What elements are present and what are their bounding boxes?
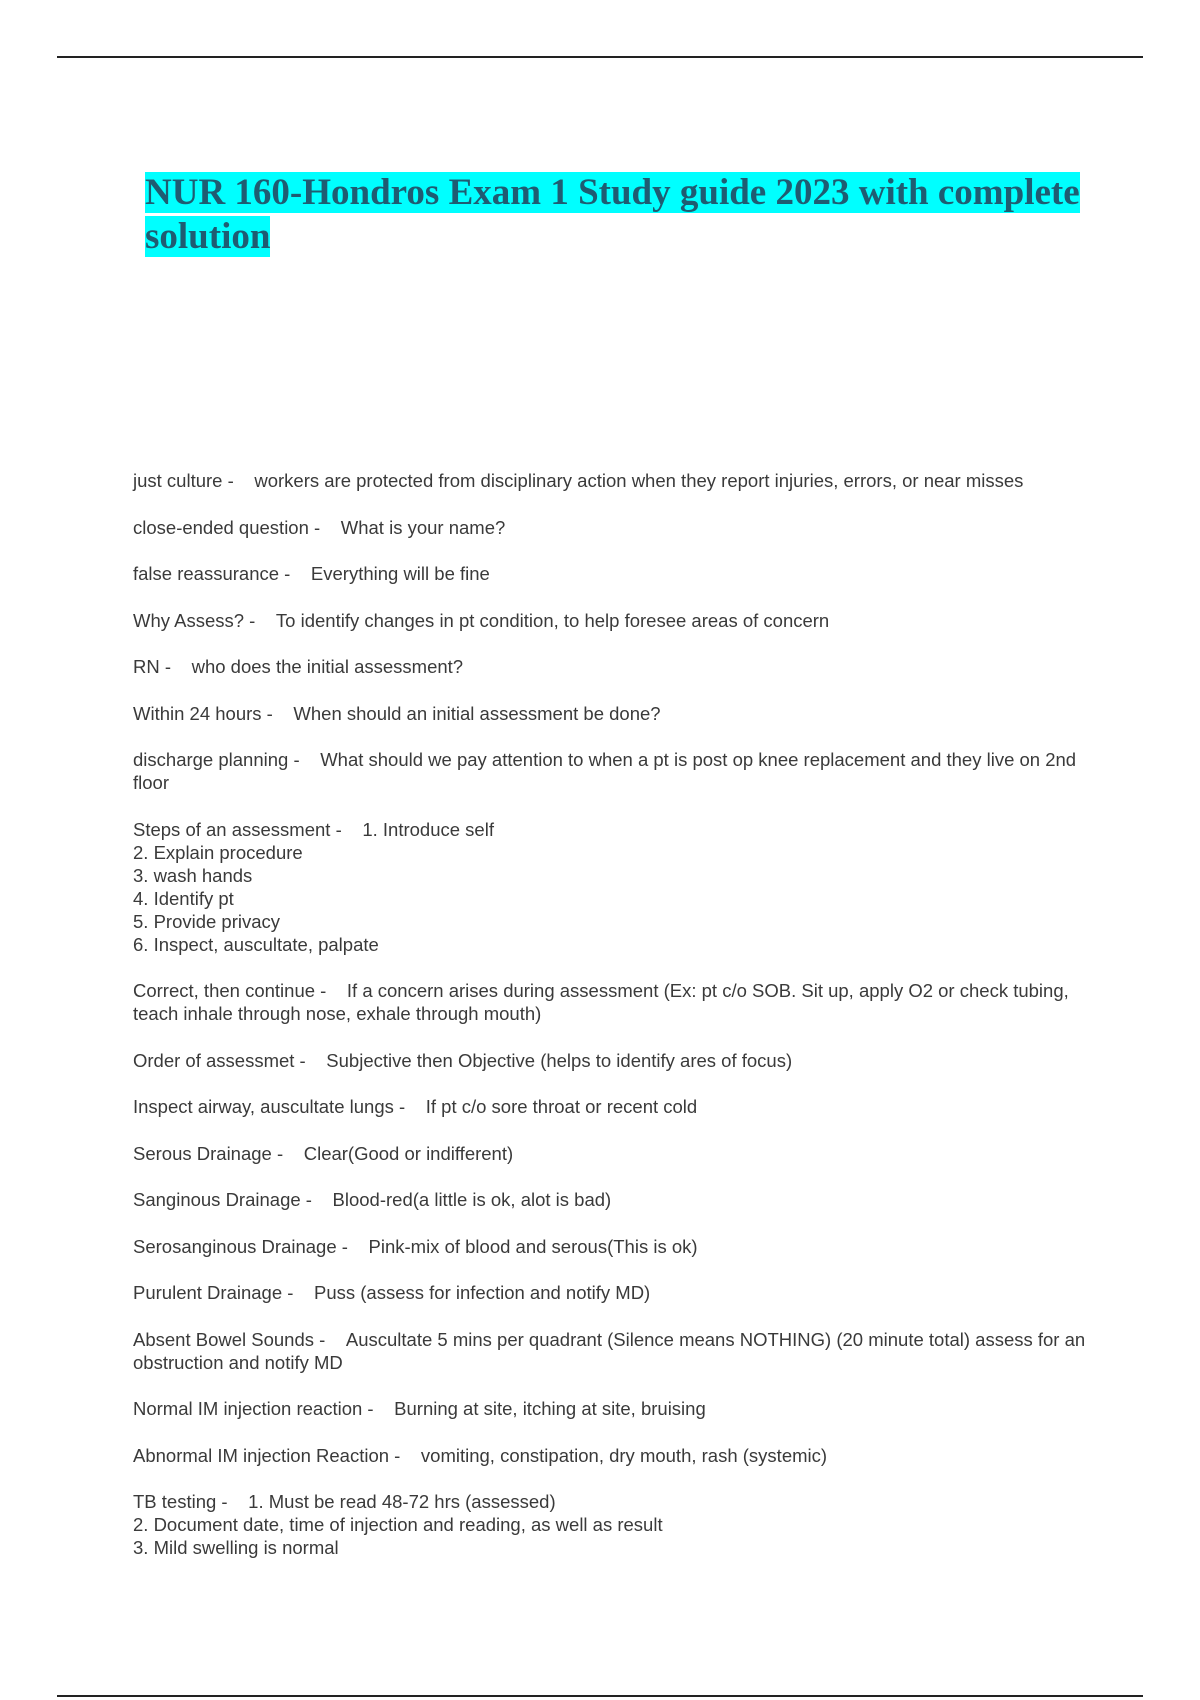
bottom-rule [57,1695,1143,1697]
entry-definition: Auscultate 5 mins per quadrant (Silence means NOTHING) (20 minute total) assess for an obstruction and notify MD [133,1328,1086,1373]
list-item [133,1188,1113,1211]
page-title [145,171,1105,259]
entry-definition: What is your name? [340,516,506,538]
entry-definition: Puss (assess for infection and notify MD) [314,1282,651,1303]
list-item [133,1490,1113,1559]
list-item [133,609,1113,632]
entry-definition: vomiting, constipation, dry mouth, rash (systemic) [420,1444,828,1466]
entry-term: Why Assess? - [133,610,276,631]
entry-term: Within 24 hours - [133,703,293,724]
entry-definition: who does the initial assessment? [191,656,464,677]
top-rule [57,56,1143,58]
entry-definition: When should an initial assessment be done? [293,702,661,724]
entry-definition: 1. Introduce self 2. Explain procedure 3. wash hands 4. Identify pt 5. Provide privacy 6. Inspect, auscultate, palpate [133,818,494,955]
entry-definition: If pt c/o sore throat or recent cold [425,1096,698,1117]
entry-definition: Blood-red(a little is ok, alot is bad) [332,1189,612,1210]
list-item [133,748,1113,794]
list-item [133,1142,1113,1165]
entry-definition: Pink-mix of blood and serous(This is ok) [368,1235,698,1257]
entry-definition: Clear(Good or indifferent) [303,1142,514,1164]
entry-term: close-ended question - [133,517,341,538]
list-item [133,818,1113,956]
entry-definition: workers are protected from disciplinary action when they report injuries, errors, or near misses [254,470,1024,491]
list-item [133,1235,1113,1258]
list-item [133,702,1113,725]
entry-term: Serous Drainage - [133,1143,304,1164]
list-item [133,562,1113,585]
entry-term: Sanginous Drainage - [133,1189,333,1210]
entry-definition: To identify changes in pt condition, to help foresee areas of concern [275,609,830,631]
list-item [133,1444,1113,1467]
entry-term: Abnormal IM injection Reaction - [133,1445,421,1466]
entry-term: Absent Bowel Sounds - [133,1329,346,1350]
entry-term: just culture - [133,470,254,491]
list-item [133,655,1113,678]
entry-term: Normal IM injection reaction - [133,1398,394,1419]
entry-term: Correct, then continue - [133,980,347,1001]
title-highlight: NUR 160-Hondros Exam 1 Study guide 2023 with complete solution [145,172,1080,257]
entry-term: Inspect airway, auscultate lungs - [133,1096,426,1117]
entry-definition: 1. Must be read 48-72 hrs (assessed) 2. Document date, time of injection and reading, as well as result 3. Mild swelling is normal [133,1491,663,1558]
entry-term: Steps of an assessment - [133,819,362,840]
title-block [145,171,1105,259]
entry-term: RN - [133,656,192,677]
list-item [133,1281,1113,1304]
entry-term: Order of assessmet - [133,1050,326,1071]
entry-definition: What should we pay attention to when a pt is post op knee replacement and they live on 2nd floor [133,749,1077,793]
entry-term: discharge planning - [133,749,320,770]
entry-term: false reassurance - [133,563,311,584]
list-item [133,1328,1113,1374]
list-item [133,979,1113,1025]
entry-term: Purulent Drainage - [133,1282,314,1303]
list-item [133,469,1113,492]
entry-term: TB testing - [133,1491,248,1512]
list-item [133,516,1113,539]
entry-definition: Subjective then Objective (helps to identify ares of focus) [326,1049,793,1071]
entry-definition: Burning at site, itching at site, bruising [394,1398,706,1419]
list-item [133,1397,1113,1420]
list-item [133,1095,1113,1118]
entry-definition: If a concern arises during assessment (Ex: pt c/o SOB. Sit up, apply O2 or check tubing, teach inhale through nose, exhale through mouth) [133,980,1069,1024]
entry-definition: Everything will be fine [310,563,490,584]
study-entries [133,469,1113,1583]
entry-term: Serosanginous Drainage - [133,1236,369,1257]
list-item [133,1049,1113,1072]
